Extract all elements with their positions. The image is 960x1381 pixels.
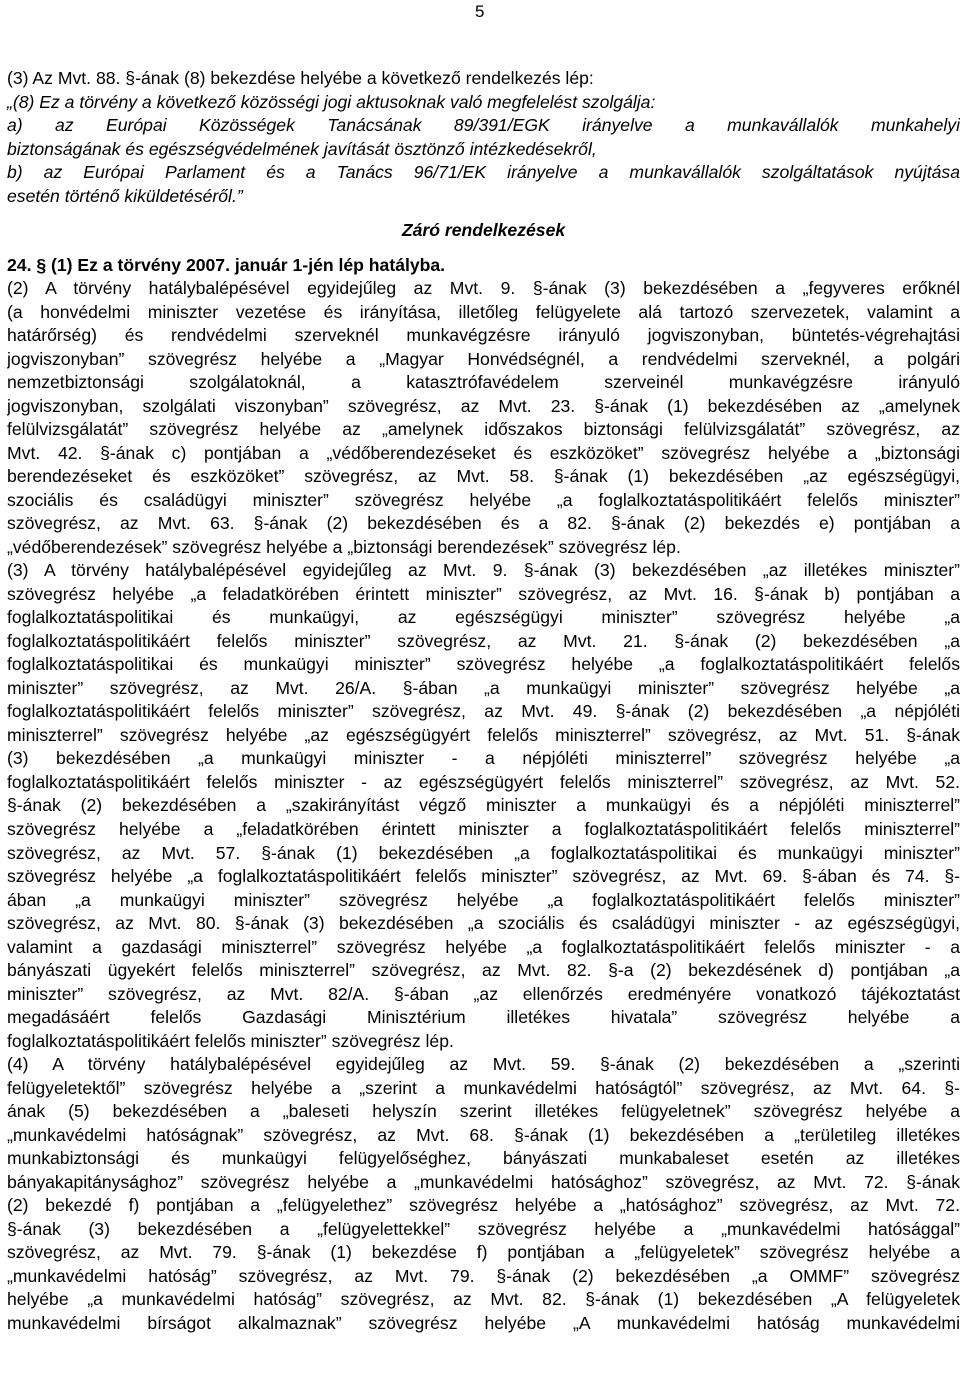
text-line: szövegrész helyébe a „feladatkörében érintett miniszter a foglalkoztatáspolitikáért felelős miniszterrel” xyxy=(7,818,960,839)
text-line: (2) A törvény hatálybalépésével egyidejűleg az Mvt. 9. §-ának (3) bekezdésében a „fegyveres erőknél xyxy=(7,278,960,299)
text-line: szövegrész helyébe „a foglalkoztatáspolitikáért felelős miniszter” szövegrész, az Mvt. 69. §-ában és 74. §- xyxy=(7,866,960,887)
text-line: szövegrész, az Mvt. 57. §-ának (1) bekezdésében „a foglalkoztatáspolitikai és munkaügyi miniszter” xyxy=(7,842,960,863)
text-line: (3) bekezdésében „a munkaügyi miniszter - a népjóléti miniszterrel” szövegrész helyébe „a xyxy=(7,748,960,769)
text-line: foglalkoztatáspolitikáért felelős miniszter” szövegrész, az Mvt. 49. §-ának (2) bekezdésében „a népjóléti xyxy=(7,701,960,722)
text-line: ában „a munkaügyi miniszter” szövegrész helyébe „a foglalkoztatáspolitikáért felelős miniszter” xyxy=(7,889,960,910)
text-line: megadásáért felelős Gazdasági Minisztérium illetékes hivatala” szövegrész helyébe a xyxy=(7,1007,960,1028)
section-heading: Záró rendelkezések xyxy=(401,220,566,241)
text-line: szociális és családügyi miniszter” szövegrész helyébe „a foglalkoztatáspolitikáért felelős miniszter” xyxy=(7,489,960,510)
text-line: biztonságának és egészségvédelmének javítását ösztönző intézkedésekről, xyxy=(7,138,597,159)
text-line: „munkavédelmi hatóságnak” szövegrész, az Mvt. 68. §-ának (1) bekezdésében a „területileg illetékes xyxy=(7,1124,960,1145)
document-body xyxy=(7,67,960,1335)
text-line: munkabiztonsági és munkaügyi felügyelőséghez, bányászati munkabaleset esetén az illetékes xyxy=(7,1148,960,1169)
text-line: foglalkoztatáspolitikáért felelős miniszter” szövegrész, az Mvt. 21. §-ának (2) bekezdésében „a xyxy=(7,630,960,651)
text-line: „védőberendezések” szövegrész helyébe a „biztonsági berendezések” szövegrész lép. xyxy=(7,536,681,557)
text-line: bányászati ügyekért felelős miniszterrel” szövegrész, az Mvt. 82. §-a (2) bekezdésének d) pontjában „a xyxy=(7,960,960,981)
text-line: nemzetbiztonsági szolgálatoknál, a katasztrófavédelem szerveinél munkavégzésre irányuló xyxy=(7,372,960,393)
text-line: foglalkoztatáspolitikáért felelős miniszter - az egészségügyért felelős miniszterrel” szövegrész, az Mvt. 52. xyxy=(7,771,960,792)
text-line: 24. § (1) Ez a törvény 2007. január 1-jén lép hatályba. xyxy=(7,254,446,275)
text-line: §-ának (3) bekezdésében a „felügyelettekkel” szövegrész helyébe a „munkavédelmi hatósággal” xyxy=(7,1218,960,1239)
text-line: jogviszonyban” szövegrész helyébe a „Magyar Honvédségnél, a rendvédelmi szerveknél, a polgári xyxy=(7,348,960,369)
text-line: munkavédelmi bírságot alkalmaznak” szövegrész helyébe „A munkavédelmi hatóság munkavédelmi xyxy=(7,1312,960,1333)
text-line: jogviszonyban, szolgálati viszonyban” szövegrész, az Mvt. 23. §-ának (1) bekezdésében az „amelynek xyxy=(7,395,960,416)
text-line: §-ának (2) bekezdésében a „szakirányítást végző miniszter a munkaügyi és a népjóléti miniszterrel” xyxy=(7,795,960,816)
text-line: szövegrész, az Mvt. 63. §-ának (2) bekezdésében és a 82. §-ának (2) bekezdés e) pontjában a xyxy=(7,513,960,534)
text-line: (a honvédelmi miniszter vezetése és irányítása, illetőleg felügyelete alá tartozó szervezetek, valamint a xyxy=(7,301,960,322)
text-line: (2) bekezdé f) pontjában a „felügyelethez” szövegrész helyébe a „hatósághoz” szövegrész, az Mvt. 72. xyxy=(7,1195,960,1216)
text-line: szövegrész, az Mvt. 79. §-ának (1) bekezdése f) pontjában a „felügyeletek” szövegrész helyébe a xyxy=(7,1242,960,1263)
text-line: miniszter” szövegrész, az Mvt. 82/A. §-ában „az ellenőrzés eredményére vonatkozó tájékoztatást xyxy=(7,983,960,1004)
text-line: berendezéseket és eszközöket” szövegrész, az Mvt. 58. §-ának (1) bekezdésében „az egészségügyi, xyxy=(7,466,960,487)
text-line: helyébe „a munkavédelmi hatóság” szövegrész, az Mvt. 82. §-ának (1) bekezdésében „A felügyeletek xyxy=(7,1289,960,1310)
text-line: a) az Európai Közösségek Tanácsának 89/391/EGK irányelve a munkavállalók munkahelyi xyxy=(7,115,960,136)
text-line: szövegrész, az Mvt. 80. §-ának (3) bekezdésében „a szociális és családügyi miniszter - az egészségügyi, xyxy=(7,913,960,934)
text-line: esetén történő kiküldetéséről.” xyxy=(7,185,243,206)
text-line: foglalkoztatáspolitikai és munkaügyi, az egészségügyi miniszter” szövegrész helyébe „a xyxy=(7,607,960,628)
text-line: „(8) Ez a törvény a következő közösségi jogi aktusoknak való megfelelést szolgálja: xyxy=(7,91,656,112)
text-line: ának (5) bekezdésében a „baleseti helyszín szerint illetékes felügyeletnek” szövegrész helyébe a xyxy=(7,1101,960,1122)
text-line: foglalkoztatáspolitikáért felelős miniszter” szövegrész lép. xyxy=(7,1030,454,1051)
text-line: (4) A törvény hatálybalépésével egyidejűleg az Mvt. 59. §-ának (2) bekezdésében a „szerinti xyxy=(7,1054,960,1075)
text-line: felülvizsgálatát” szövegrész helyébe az „amelynek időszakos biztonsági felülvizsgálatát” szövegrész, az xyxy=(7,419,960,440)
amendment-block xyxy=(7,67,960,208)
text-line: felügyeletektől” szövegrész helyébe a „szerint a munkavédelmi hatóságtól” szövegrész, az Mvt. 64. §- xyxy=(7,1077,960,1098)
text-line: Mvt. 42. §-ának c) pontjában a „védőberendezéseket és eszközöket” szövegrész helyébe a „biztonsági xyxy=(7,442,960,463)
text-line: miniszterrel” szövegrész helyébe „az egészségügyért felelős miniszterrel” szövegrész, az Mvt. 51. §-ának xyxy=(7,724,960,745)
text-line: miniszter” szövegrész, az Mvt. 26/A. §-ában „a munkaügyi miniszter” szövegrész helyébe „a xyxy=(7,677,960,698)
text-line: b) az Európai Parlament és a Tanács 96/71/EK irányelve a munkavállalók szolgáltatások nyújtása xyxy=(7,162,960,183)
text-line: bányakapitánysághoz” szövegrész helyébe a „munkavédelmi hatósághoz” szövegrész, az Mvt. 72. §-ának xyxy=(7,1171,960,1192)
text-line: határőrség) és rendvédelmi szerveknél munkavégzésre irányuló jogviszonyban, büntetés-végrehajtási xyxy=(7,325,960,346)
text-line: foglalkoztatáspolitikai és munkaügyi miniszter” szövegrész helyébe „a foglalkoztatáspolitikáért felelős xyxy=(7,654,960,675)
page-number: 5 xyxy=(475,2,485,21)
text-line: (3) Az Mvt. 88. §-ának (8) bekezdése helyébe a következő rendelkezés lép: xyxy=(7,68,594,88)
text-line: „munkavédelmi hatóság” szövegrész, az Mvt. 79. §-ának (2) bekezdésében „a OMMF” szövegrész xyxy=(7,1265,960,1286)
final-provisions-block xyxy=(7,254,960,1336)
text-line: valamint a gazdasági miniszterrel” szövegrész helyébe „a foglalkoztatáspolitikáért felelős miniszter - a xyxy=(7,936,960,957)
text-line: (3) A törvény hatálybalépésével egyidejűleg az Mvt. 9. §-ának (3) bekezdésében „az illetékes miniszter” xyxy=(7,560,960,581)
text-line: szövegrész helyébe „a feladatkörében érintett miniszter” szövegrész, az Mvt. 16. §-ának b) pontjában a xyxy=(7,583,960,604)
